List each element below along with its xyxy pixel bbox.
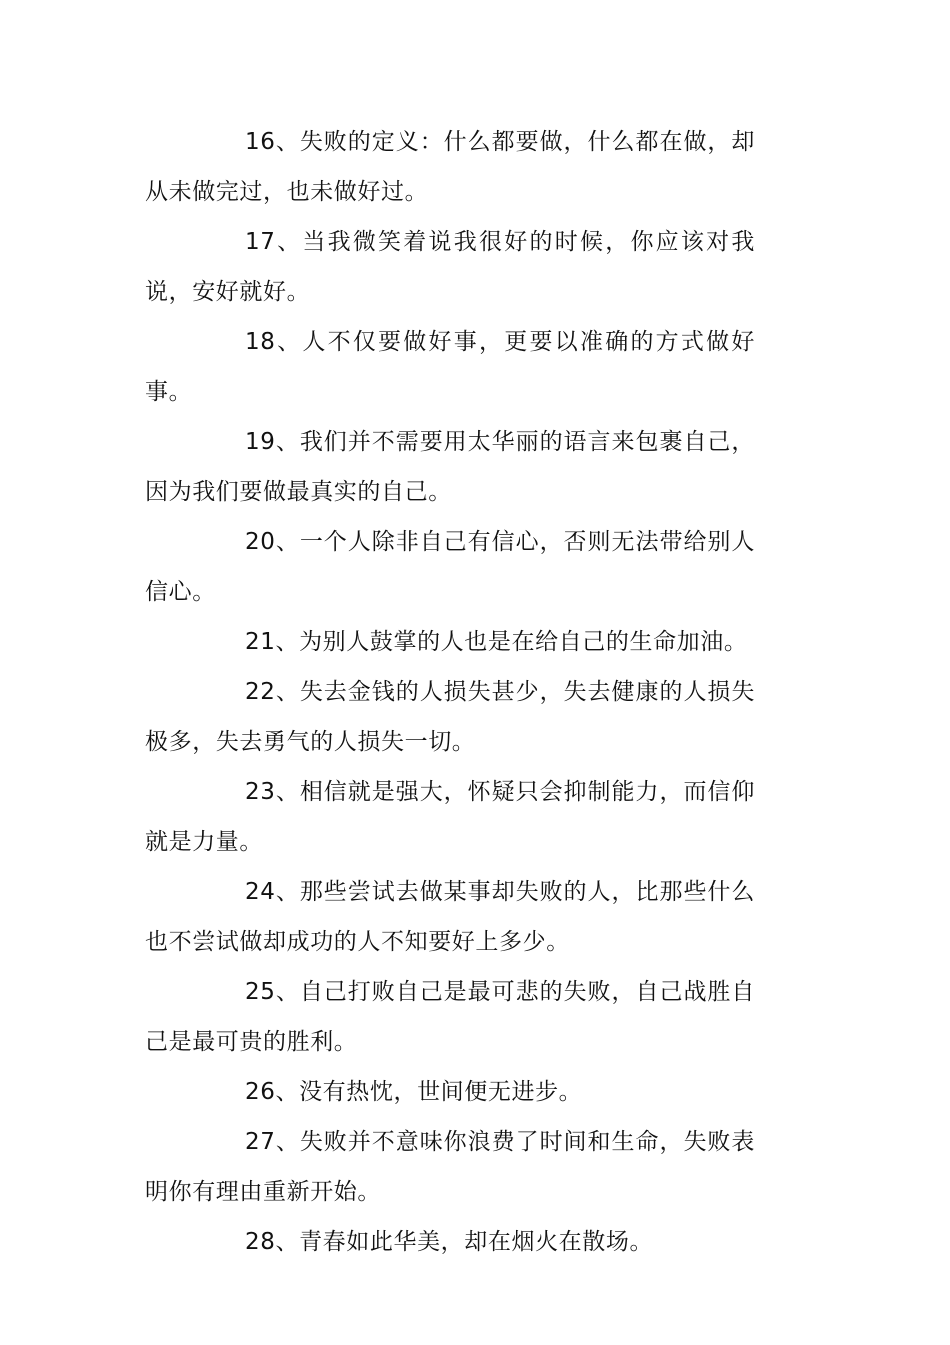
paragraph-25: 25、自己打败自己是最可悲的失败，自己战胜自己是最可贵的胜利。 xyxy=(145,979,755,1055)
paragraph-20: 20、一个人除非自己有信心，否则无法带给别人信心。 xyxy=(145,529,755,605)
document-body xyxy=(145,117,755,1267)
paragraph-19: 19、我们并不需要用太华丽的语言来包裹自己，因为我们要做最真实的自己。 xyxy=(145,429,755,505)
paragraph-23: 23、相信就是强大，怀疑只会抑制能力，而信仰就是力量。 xyxy=(145,779,755,855)
paragraph-22: 22、失去金钱的人损失甚少，失去健康的人损失极多，失去勇气的人损失一切。 xyxy=(145,679,755,755)
paragraph-18: 18、人不仅要做好事，更要以准确的方式做好事。 xyxy=(145,329,755,405)
paragraph-28: 28、青春如此华美，却在烟火在散场。 xyxy=(245,1229,654,1255)
paragraph-26: 26、没有热忱，世间便无进步。 xyxy=(245,1079,583,1105)
paragraph-21: 21、为别人鼓掌的人也是在给自己的生命加油。 xyxy=(245,629,748,655)
paragraph-17: 17、当我微笑着说我很好的时候，你应该对我说，安好就好。 xyxy=(145,229,755,305)
paragraph-16: 16、失败的定义：什么都要做，什么都在做，却从未做完过，也未做好过。 xyxy=(145,129,755,205)
paragraph-27: 27、失败并不意味你浪费了时间和生命，失败表明你有理由重新开始。 xyxy=(145,1129,755,1205)
paragraph-24: 24、那些尝试去做某事却失败的人，比那些什么也不尝试做却成功的人不知要好上多少。 xyxy=(145,879,755,955)
